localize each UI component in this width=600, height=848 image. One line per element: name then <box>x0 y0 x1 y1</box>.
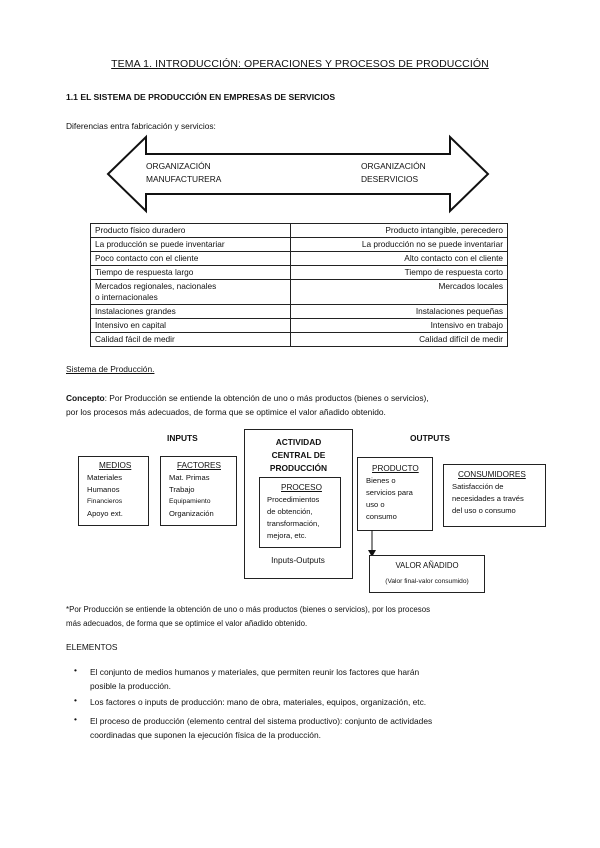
table-row: Poco contacto con el cliente Alto contacto con el cliente <box>91 252 508 266</box>
table-row: Intensivo en capital Intensivo en trabajo <box>91 319 508 333</box>
table-row: Calidad fácil de medir Calidad difícil de medir <box>91 333 508 347</box>
table-row: La producción se puede inventariar La producción no se puede inventariar <box>91 238 508 252</box>
medios-box: MEDIOS Materiales Humanos Financieros Apoyo ext. <box>78 456 149 526</box>
factores-box: FACTORES Mat. Primas Trabajo Equipamiento Organización <box>160 456 237 526</box>
table-row: Producto físico duradero Producto intangible, perecedero <box>91 224 508 238</box>
list-item: El proceso de producción (elemento central del sistema productivo): conjunto de actividades coordinadas que suponen la ejecución física de la producción. <box>90 716 433 740</box>
elements-heading: ELEMENTOS <box>66 642 118 652</box>
bullet-icon: • <box>74 714 77 724</box>
list-item: Los factores o inputs de producción: mano de obra, materiales, equipos, organización, etc. <box>90 697 427 707</box>
system-heading: Sistema de Producción. <box>66 364 155 374</box>
valor-anadido-box: VALOR AÑADIDO (Valor final-valor consumido) <box>369 555 485 593</box>
footnote: *Por Producción se entiende la obtención de uno o más productos (bienes o servicios), por los procesos más adecuados, de forma que se optimice el valor añadido obtenido. <box>66 605 431 628</box>
inputs-outputs-label: Inputs-Outputs <box>271 556 325 565</box>
table-row: Mercados regionales, nacionales o internacionales Mercados locales <box>91 280 508 305</box>
proceso-box: PROCESO Procedimientos de obtención, transformación, mejora, etc. <box>259 477 341 548</box>
differences-intro: Diferencias entra fabricación y servicios: <box>66 121 216 131</box>
section-heading: 1.1 EL SISTEMA DE PRODUCCIÓN EN EMPRESAS DE SERVICIOS <box>66 92 336 102</box>
comparison-table <box>90 223 508 347</box>
bullet-icon: • <box>74 665 77 675</box>
concept-paragraph: Concepto: Por Producción se entiende la obtención de uno o más productos (bienes o servicios), por los procesos más adecuados, de forma que se optimice el valor añadido obtenido. <box>66 393 429 417</box>
inputs-label: INPUTS <box>167 433 198 443</box>
outputs-label: OUTPUTS <box>410 433 451 443</box>
list-item: El conjunto de medios humanos y materiales, que permiten reunir los factores que harán posible la producción. <box>90 667 420 691</box>
bullet-icon: • <box>74 695 77 705</box>
table-row: Instalaciones grandes Instalaciones pequeñas <box>91 305 508 319</box>
table-row: Tiempo de respuesta largo Tiempo de respuesta corto <box>91 266 508 280</box>
page-title: TEMA 1. INTRODUCCIÓN: OPERACIONES Y PROCESOS DE PRODUCCIÓN <box>111 58 489 70</box>
producto-box: PRODUCTO Bienes o servicios para uso o consumo <box>357 457 433 531</box>
arrow-left-label: ORGANIZACIÓN MANUFACTURERA <box>146 161 222 184</box>
arrow-right-label: ORGANIZACIÓN DESERVICIOS <box>361 161 426 184</box>
actividad-central-box: ACTIVIDAD CENTRAL DE PRODUCCIÓN Inputs-Outputs <box>244 429 353 579</box>
consumidores-box: CONSUMIDORES Satisfacción de necesidades a través del uso o consumo <box>443 464 546 527</box>
